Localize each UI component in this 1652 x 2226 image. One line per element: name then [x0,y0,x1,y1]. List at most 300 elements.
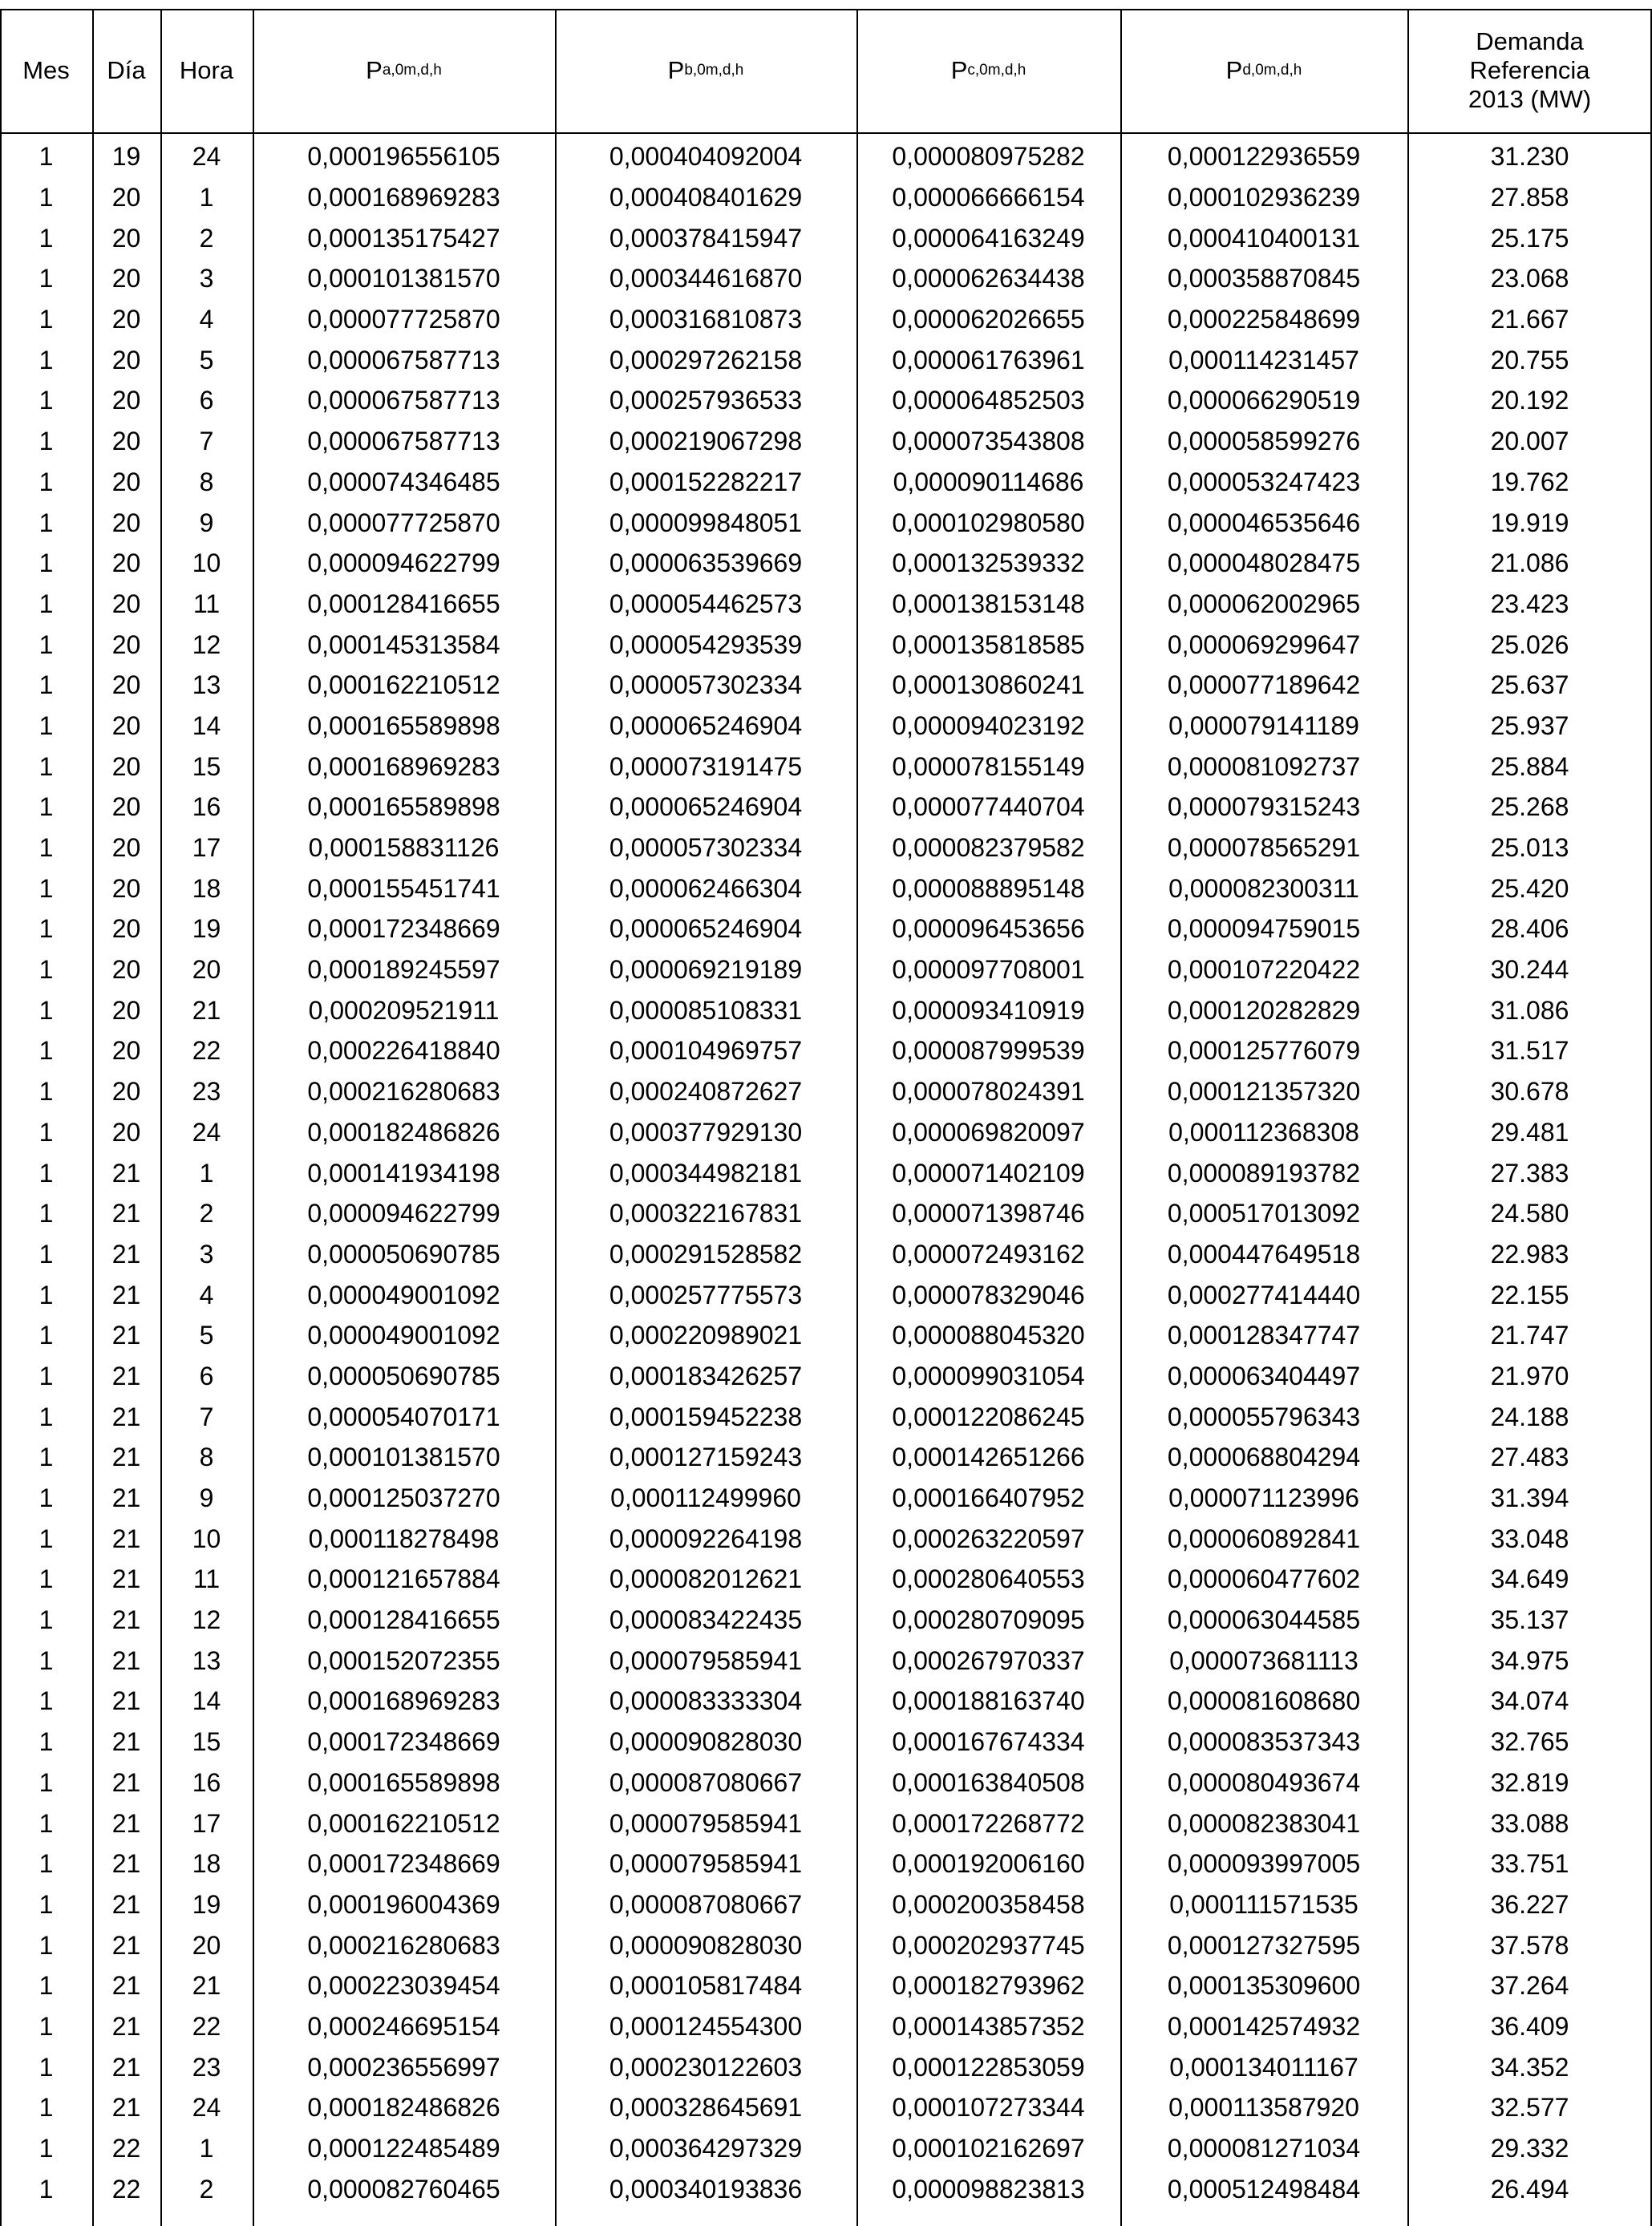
cell-dia: 21 [111,1605,141,1635]
cell-dia: 20 [111,264,141,293]
cell-dia: 21 [111,1727,141,1757]
cell-pc: 0,000061763961 [892,345,1085,374]
table-row [0,665,1652,706]
cell-hora: 12 [192,1605,221,1635]
cell-hora: 17 [192,1808,221,1838]
cell-pa: 0,000162210512 [307,1808,500,1838]
cell-hora: 4 [199,1280,214,1309]
cell-pd: 0,000055796343 [1167,1402,1361,1431]
cell-demanda: 32.577 [1490,2093,1569,2123]
cell-demanda: 27.858 [1490,183,1569,212]
header-dia: Día [107,56,146,84]
cell-pc: 0,000087999539 [892,1036,1085,1066]
cell-dia: 21 [111,1645,141,1675]
cell-pb: 0,000220989021 [609,1321,803,1350]
table-row [0,1884,1652,1925]
table-row [0,706,1652,747]
cell-demanda: 34.975 [1490,1645,1569,1675]
cell-pc: 0,000163840508 [892,1767,1085,1797]
cell-pb: 0,000152282217 [609,467,803,496]
cell-mes: 1 [38,467,54,496]
cell-pd: 0,000127327595 [1167,1930,1361,1960]
cell-dia: 22 [111,2174,141,2204]
cell-dia: 20 [111,508,141,537]
cell-demanda: 20.007 [1490,427,1569,456]
table-row [0,828,1652,868]
table-row [0,2046,1652,2087]
cell-pa: 0,000209521911 [308,995,500,1025]
cell-demanda: 26.494 [1490,2174,1569,2204]
cell-hora: 8 [199,1443,214,1472]
cell-pb: 0,000364297329 [609,2134,803,2163]
cell-pa: 0,000101381570 [307,264,500,293]
cell-mes: 1 [38,995,54,1025]
cell-pa: 0,000216280683 [307,1077,500,1107]
table-row [0,909,1652,949]
cell-pc: 0,000071402109 [892,1158,1085,1188]
cell-dia: 21 [111,2011,141,2041]
cell-demanda: 24.188 [1490,1402,1569,1431]
table-row [0,584,1652,625]
cell-dia: 21 [111,1564,141,1594]
cell-mes: 1 [38,1280,54,1309]
cell-mes: 1 [38,1727,54,1757]
cell-demanda: 37.264 [1490,1971,1569,2001]
cell-dia: 20 [111,833,141,863]
cell-mes: 1 [38,223,54,253]
cell-mes: 1 [38,1930,54,1960]
table-row [0,502,1652,543]
cell-pc: 0,000072493162 [892,1239,1085,1269]
cell-pc: 0,000098823813 [892,2174,1085,2204]
cell-mes: 1 [38,1483,54,1513]
cell-hora: 13 [192,1645,221,1675]
cell-mes: 1 [38,1361,54,1390]
cell-dia: 20 [111,792,141,822]
cell-demanda: 28.406 [1490,914,1569,944]
cell-pc: 0,000200358458 [892,1889,1085,1919]
cell-pa: 0,000082760465 [307,2174,500,2204]
cell-pc: 0,000280640553 [892,1564,1085,1594]
cell-pa: 0,000101381570 [307,1443,500,1472]
cell-pc: 0,000077440704 [892,792,1085,822]
cell-pa: 0,000067587713 [307,427,500,456]
cell-pd: 0,000077189642 [1167,670,1361,700]
cell-hora: 3 [199,1239,214,1269]
table-row [0,217,1652,258]
cell-pa: 0,000226418840 [307,1036,500,1066]
cell-pc: 0,000192006160 [892,1849,1085,1879]
cell-pb: 0,000404092004 [609,142,803,172]
cell-pb: 0,000291528582 [609,1239,803,1269]
cell-mes: 1 [38,1889,54,1919]
cell-hora: 11 [192,1564,221,1594]
cell-pc: 0,000093410919 [892,995,1085,1025]
cell-pd: 0,000128347747 [1167,1321,1361,1350]
cell-pb: 0,000090828030 [609,1727,803,1757]
cell-pb: 0,000257775573 [609,1280,803,1309]
cell-demanda: 36.227 [1490,1889,1569,1919]
cell-pc: 0,000082379582 [892,833,1085,863]
table-row [0,177,1652,218]
cell-pb: 0,000057302334 [609,670,803,700]
table-row [0,868,1652,909]
cell-pb: 0,000054462573 [609,589,803,618]
cell-hora: 12 [192,629,221,659]
cell-pb: 0,000090828030 [609,1930,803,1960]
table-row [0,2006,1652,2047]
cell-pc: 0,000188163740 [892,1686,1085,1716]
cell-pd: 0,000071123996 [1168,1483,1359,1513]
cell-dia: 21 [111,1158,141,1188]
cell-dia: 20 [111,1036,141,1066]
cell-dia: 21 [111,1767,141,1797]
cell-pa: 0,000118278498 [308,1524,500,1553]
cell-pd: 0,000069299647 [1167,629,1361,659]
cell-demanda: 33.088 [1490,1808,1569,1838]
cell-pd: 0,000358870845 [1167,264,1361,293]
table-body [0,136,1652,2209]
cell-dia: 21 [111,1971,141,2001]
cell-hora: 18 [192,873,221,903]
cell-demanda: 32.819 [1490,1767,1569,1797]
cell-hora: 24 [192,2093,221,2123]
cell-pd: 0,000517013092 [1167,1199,1361,1228]
cell-pb: 0,000104969757 [609,1036,803,1066]
cell-pb: 0,000065246904 [609,914,803,944]
cell-pc: 0,000099031054 [892,1361,1085,1390]
cell-pb: 0,000344616870 [609,264,803,293]
cell-pb: 0,000092264198 [609,1524,803,1553]
cell-pb: 0,000340193836 [609,2174,803,2204]
cell-pc: 0,000263220597 [892,1524,1085,1553]
cell-demanda: 23.423 [1490,589,1569,618]
cell-pb: 0,000328645691 [609,2093,803,2123]
cell-pa: 0,000054070171 [307,1402,500,1431]
cell-pb: 0,000408401629 [609,183,803,212]
cell-mes: 1 [38,914,54,944]
cell-pd: 0,000512498484 [1167,2174,1361,2204]
table-row [0,2087,1652,2128]
cell-hora: 17 [192,833,221,863]
cell-pc: 0,000073543808 [892,427,1085,456]
cell-pb: 0,000159452238 [609,1402,803,1431]
cell-hora: 8 [199,467,214,496]
table-row [0,1722,1652,1763]
cell-pa: 0,000162210512 [307,670,500,700]
cell-mes: 1 [38,2052,54,2082]
cell-pd: 0,000107220422 [1167,955,1361,985]
cell-demanda: 22.983 [1490,1239,1569,1269]
cell-dia: 20 [111,467,141,496]
cell-pa: 0,000152072355 [307,1645,500,1675]
cell-pb: 0,000063539669 [609,548,803,578]
cell-hora: 19 [192,1889,221,1919]
table-row [0,421,1652,462]
cell-pb: 0,000377929130 [609,1117,803,1147]
cell-dia: 20 [111,914,141,944]
header-pb: P b,0 m,d,h [667,56,744,84]
cell-pd: 0,000060477602 [1167,1564,1361,1594]
cell-hora: 19 [192,914,221,944]
cell-hora: 1 [199,1158,214,1188]
cell-hora: 20 [192,1930,221,1960]
cell-mes: 1 [38,2093,54,2123]
table-row [0,1803,1652,1844]
cell-demanda: 20.192 [1490,386,1569,415]
cell-hora: 23 [192,1077,221,1107]
cell-pc: 0,000142651266 [892,1443,1085,1472]
cell-pb: 0,000057302334 [609,833,803,863]
cell-pc: 0,000064163249 [892,223,1085,253]
cell-pc: 0,000172268772 [892,1808,1085,1838]
table-row [0,1559,1652,1600]
cell-demanda: 25.026 [1490,629,1569,659]
cell-pb: 0,000105817484 [609,1971,803,2001]
cell-pd: 0,000058599276 [1167,427,1361,456]
table-row [0,2168,1652,2209]
cell-pa: 0,000246695154 [307,2011,500,2041]
cell-mes: 1 [38,2134,54,2163]
cell-pa: 0,000049001092 [307,1321,500,1350]
cell-dia: 19 [111,142,141,172]
cell-mes: 1 [38,833,54,863]
cell-dia: 21 [111,1199,141,1228]
cell-hora: 11 [192,589,221,618]
cell-dia: 20 [111,1077,141,1107]
cell-pb: 0,000062466304 [609,873,803,903]
cell-demanda: 25.268 [1490,792,1569,822]
cell-pb: 0,000219067298 [609,427,803,456]
cell-pd: 0,000114231457 [1168,345,1359,374]
cell-pa: 0,000189245597 [307,955,500,985]
cell-pd: 0,000410400131 [1167,223,1361,253]
cell-pb: 0,000073191475 [609,751,803,781]
cell-pd: 0,000142574932 [1167,2011,1361,2041]
cell-pb: 0,000124554300 [609,2011,803,2041]
table-row [0,1844,1652,1884]
cell-hora: 18 [192,1849,221,1879]
cell-pb: 0,000112499960 [610,1483,801,1513]
header-pd: P d,0 m,d,h [1225,56,1302,84]
cell-mes: 1 [38,1645,54,1675]
table-row [0,462,1652,503]
cell-dia: 20 [111,386,141,415]
cell-hora: 4 [199,305,214,334]
cell-dia: 21 [111,1930,141,1960]
cell-demanda: 35.137 [1490,1605,1569,1635]
cell-pa: 0,000122485489 [307,2134,500,2163]
cell-pc: 0,000122086245 [892,1402,1085,1431]
demand-profile-table [0,9,1652,2209]
cell-pa: 0,000168969283 [307,1686,500,1716]
cell-hora: 14 [192,1686,221,1716]
cell-demanda: 23.068 [1490,264,1569,293]
cell-demanda: 31.230 [1490,142,1569,172]
cell-hora: 10 [192,548,221,578]
table-row [0,1600,1652,1641]
cell-pd: 0,000089193782 [1167,1158,1361,1188]
table-row [0,1518,1652,1559]
cell-hora: 10 [192,1524,221,1553]
cell-demanda: 20.755 [1490,345,1569,374]
cell-hora: 22 [192,1036,221,1066]
cell-pa: 0,000155451741 [307,873,500,903]
cell-mes: 1 [38,386,54,415]
cell-pb: 0,000230122603 [609,2052,803,2082]
cell-demanda: 19.762 [1490,467,1569,496]
cell-pc: 0,000202937745 [892,1930,1085,1960]
cell-pc: 0,000080975282 [892,142,1085,172]
cell-pb: 0,000054293539 [609,629,803,659]
cell-dia: 20 [111,589,141,618]
cell-hora: 7 [199,1402,214,1431]
cell-demanda: 37.578 [1490,1930,1569,1960]
cell-mes: 1 [38,1524,54,1553]
cell-hora: 24 [192,142,221,172]
cell-pb: 0,000069219189 [609,955,803,985]
cell-hora: 2 [199,1199,214,1228]
cell-pd: 0,000062002965 [1167,589,1361,618]
cell-pc: 0,000088895148 [892,873,1085,903]
cell-pd: 0,000122936559 [1167,142,1361,172]
cell-dia: 20 [111,710,141,740]
cell-pa: 0,000216280683 [307,1930,500,1960]
cell-pc: 0,000132539332 [892,548,1085,578]
cell-demanda: 21.667 [1490,305,1569,334]
table-row [0,1924,1652,1965]
cell-dia: 20 [111,427,141,456]
table-row [0,380,1652,421]
cell-pa: 0,000165589898 [307,710,500,740]
cell-pd: 0,000081608680 [1167,1686,1361,1716]
cell-dia: 21 [111,2052,141,2082]
cell-demanda: 34.074 [1490,1686,1569,1716]
cell-dia: 21 [111,1280,141,1309]
cell-pb: 0,000065246904 [609,792,803,822]
table-row [0,1274,1652,1315]
cell-pa: 0,000223039454 [307,1971,500,2001]
cell-pd: 0,000081271034 [1167,2134,1361,2163]
header-hora: Hora [179,56,234,84]
cell-pc: 0,000280709095 [892,1605,1085,1635]
cell-pa: 0,000094622799 [307,1199,500,1228]
table-row [0,2128,1652,2169]
cell-dia: 20 [111,183,141,212]
cell-dia: 20 [111,548,141,578]
cell-mes: 1 [38,305,54,334]
cell-dia: 21 [111,1686,141,1716]
cell-pa: 0,000196556105 [307,142,500,172]
table-row [0,1234,1652,1275]
cell-dia: 21 [111,2093,141,2123]
cell-pc: 0,000062634438 [892,264,1085,293]
cell-demanda: 25.420 [1490,873,1569,903]
cell-mes: 1 [38,2174,54,2204]
cell-pa: 0,000125037270 [307,1483,500,1513]
cell-pa: 0,000168969283 [307,183,500,212]
table-row [0,1193,1652,1234]
cell-dia: 20 [111,670,141,700]
cell-pb: 0,000079585941 [609,1849,803,1879]
cell-pa: 0,000094622799 [307,548,500,578]
cell-pa: 0,000049001092 [307,1280,500,1309]
cell-pa: 0,000158831126 [308,833,500,863]
cell-pd: 0,000068804294 [1167,1443,1361,1472]
cell-mes: 1 [38,955,54,985]
cell-pa: 0,000077725870 [307,305,500,334]
cell-pc: 0,000122853059 [892,2052,1085,2082]
cell-demanda: 25.637 [1490,670,1569,700]
cell-pc: 0,000088045320 [892,1321,1085,1350]
cell-demanda: 21.086 [1490,548,1569,578]
cell-mes: 1 [38,589,54,618]
cell-hora: 5 [199,345,214,374]
cell-pb: 0,000257936533 [609,386,803,415]
cell-dia: 21 [111,1889,141,1919]
cell-pc: 0,000062026655 [892,305,1085,334]
cell-mes: 1 [38,629,54,659]
cell-pa: 0,000128416655 [307,1605,500,1635]
cell-dia: 21 [111,1321,141,1350]
cell-mes: 1 [38,1605,54,1635]
cell-pc: 0,000182793962 [892,1971,1085,2001]
cell-pc: 0,000138153148 [892,589,1085,618]
cell-mes: 1 [38,1158,54,1188]
cell-hora: 1 [199,183,214,212]
cell-hora: 3 [199,264,214,293]
cell-mes: 1 [38,1077,54,1107]
cell-pd: 0,000082300311 [1168,873,1359,903]
cell-pb: 0,000344982181 [609,1158,803,1188]
table-row [0,1071,1652,1112]
cell-dia: 20 [111,873,141,903]
cell-dia: 20 [111,751,141,781]
cell-demanda: 25.937 [1490,710,1569,740]
cell-dia: 21 [111,1239,141,1269]
cell-demanda: 34.352 [1490,2052,1569,2082]
cell-pd: 0,000079141189 [1168,710,1359,740]
cell-dia: 20 [111,995,141,1025]
table-header-row [0,9,1652,134]
cell-mes: 1 [38,710,54,740]
cell-demanda: 25.013 [1490,833,1569,863]
table-row [0,543,1652,584]
cell-mes: 1 [38,873,54,903]
header-pd-base: P [1225,56,1243,84]
table-row [0,258,1652,299]
table-row [0,1030,1652,1071]
cell-pa: 0,000182486826 [307,2093,500,2123]
cell-pd: 0,000094759015 [1167,914,1361,944]
cell-demanda: 31.394 [1490,1483,1569,1513]
table-row [0,787,1652,828]
cell-pb: 0,000083422435 [609,1605,803,1635]
cell-dia: 21 [111,1483,141,1513]
cell-pa: 0,000121657884 [307,1564,500,1594]
cell-pd: 0,000277414440 [1167,1280,1361,1309]
cell-demanda: 21.970 [1490,1361,1569,1390]
cell-demanda: 31.517 [1490,1036,1569,1066]
cell-pc: 0,000078155149 [892,751,1085,781]
cell-pd: 0,000112368308 [1168,1117,1359,1147]
cell-dia: 22 [111,2134,141,2163]
header-mes: Mes [22,56,70,84]
cell-pc: 0,000096453656 [892,914,1085,944]
cell-demanda: 34.649 [1490,1564,1569,1594]
table-row [0,1681,1652,1722]
cell-mes: 1 [38,2011,54,2041]
